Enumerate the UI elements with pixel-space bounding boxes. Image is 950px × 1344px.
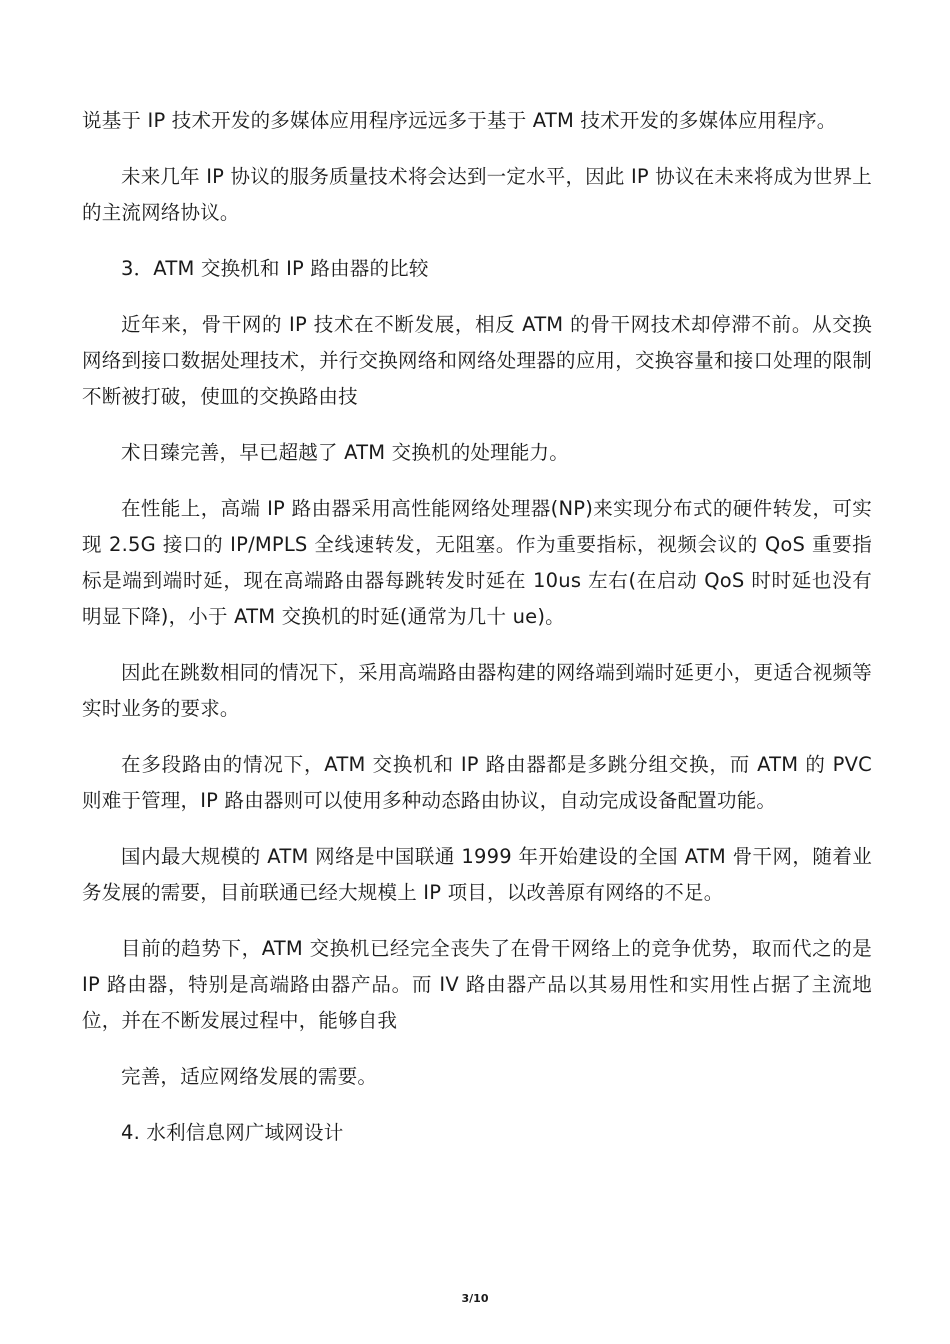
paragraph-5: 在性能上，高端 IP 路由器采用高性能网络处理器(NP)来实现分布式的硬件转发，可实现 2.5G 接口的 IP/MPLS 全线速转发，无阻塞。作为重要指标，视频会议的 QoS 重要指标是端到端时延，现在高端路由器每跳转发时延在 10us 左右(在启动 QoS 时时延也没有明显下降)，小于 ATM 交换机的时延(通常为几十 ue)。 <box>82 497 872 628</box>
paragraph-8: 国内最大规模的 ATM 网络是中国联通 1999 年开始建设的全国 ATM 骨干网，随着业务发展的需要，目前联通已经大规模上 IP 项目，以改善原有网络的不足。 <box>82 845 872 904</box>
page-content <box>82 103 872 1171</box>
paragraph-1: 说基于 IP 技术开发的多媒体应用程序远远多于基于 ATM 技术开发的多媒体应用程序。 <box>82 109 837 132</box>
paragraph-4: 术日臻完善，早已超越了 ATM 交换机的处理能力。 <box>121 441 569 464</box>
section-heading-4: 4. 水利信息网广域网设计 <box>121 1121 344 1144</box>
page-number: 3/10 <box>461 1292 489 1305</box>
paragraph-9: 目前的趋势下，ATM 交换机已经完全丧失了在骨干网络上的竞争优势，取而代之的是 IP 路由器，特别是高端路由器产品。而 IV 路由器产品以其易用性和实用性占据了主流地位，并在不断发展过程中，能够自我 <box>82 937 872 1032</box>
section-heading-3: 3．ATM 交换机和 IP 路由器的比较 <box>121 257 429 280</box>
paragraph-2: 未来几年 IP 协议的服务质量技术将会达到一定水平，因此 IP 协议在未来将成为世界上的主流网络协议。 <box>82 165 872 224</box>
paragraph-7: 在多段路由的情况下，ATM 交换机和 IP 路由器都是多跳分组交换，而 ATM 的 PVC 则难于管理，IP 路由器则可以使用多种动态路由协议，自动完成设备配置功能。 <box>82 753 872 812</box>
paragraph-3: 近年来，骨干网的 IP 技术在不断发展，相反 ATM 的骨干网技术却停滞不前。从交换网络到接口数据处理技术，并行交换网络和网络处理器的应用，交换容量和接口处理的限制不断被打破，使皿的交换路由技 <box>82 313 872 408</box>
paragraph-6: 因此在跳数相同的情况下，采用高端路由器构建的网络端到端时延更小，更适合视频等实时业务的要求。 <box>82 661 872 720</box>
paragraph-10: 完善，适应网络发展的需要。 <box>121 1065 378 1088</box>
